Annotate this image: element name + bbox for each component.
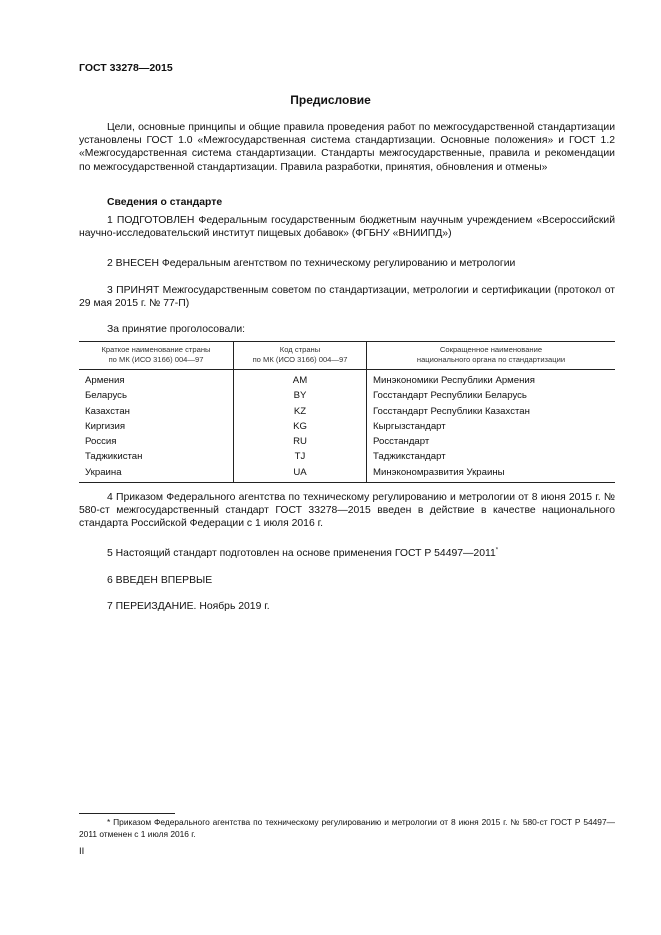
table-row	[79, 370, 615, 389]
voting-countries-table	[79, 341, 615, 483]
column-header-code-line2: по МК (ИСО 3166) 004—97	[252, 355, 348, 364]
table-row	[79, 388, 615, 403]
standards-body: Госстандарт Республики Казахстан	[367, 404, 616, 419]
country-code: AM	[234, 370, 367, 389]
country-name: Беларусь	[85, 390, 127, 402]
document-id-header: ГОСТ 33278—2015	[79, 62, 173, 74]
country-code: KZ	[234, 404, 367, 419]
item-4-paragraph: 4 Приказом Федерального агентства по техническому регулированию и метрологии от 8 июня 2015 г. № 580-ст межгосударственный стандарт ГОСТ 33278—2015 введен в действие в качестве национального стандарта Российской Федерации с 1 июля 2016 г.	[79, 492, 615, 530]
country-name: Украина	[79, 465, 234, 483]
country-code: RU	[234, 434, 367, 449]
intro-paragraph: Цели, основные принципы и общие правила проведения работ по межгосударственной стандартизации установлены ГОСТ 1.0 «Межгосударственная система стандартизации. Основные положения» и ГОСТ 1.2 «Межгосударственная система стандартизации. Стандарты межгосударственные, правила и рекомендации по межгосударственной стандартизации. Правила разработки, принятия, обновления и отмены»	[79, 122, 615, 173]
item-2-paragraph: 2 ВНЕСЕН Федеральным агентством по техническому регулированию и метрологии	[107, 258, 516, 269]
country-name: Армения	[85, 375, 125, 386]
section-subheading: Сведения о стандарте	[107, 197, 223, 208]
country-name: Киргизия	[85, 420, 126, 432]
column-header-body	[367, 342, 616, 370]
item-5-paragraph	[79, 547, 615, 560]
country-name: Казахстан	[85, 405, 130, 417]
voted-label: За принятие проголосовали:	[107, 324, 246, 335]
footnote-text: * Приказом Федерального агентства по техническому регулированию и метрологии от 8 июня 2015 г. № 580-ст ГОСТ Р 54497—2011 отменен с 1 июля 2016 г.	[79, 817, 615, 839]
standards-body: Росстандарт	[367, 434, 616, 449]
table-header-row	[79, 342, 615, 370]
table-row	[79, 449, 615, 464]
country-name: Таджикистан	[85, 451, 143, 463]
page-number: II	[79, 846, 85, 857]
column-header-body-line1: Сокращенное наименование	[439, 345, 543, 354]
country-code: BY	[234, 388, 367, 403]
footnote-separator	[79, 813, 175, 814]
item-7-paragraph: 7 ПЕРЕИЗДАНИЕ. Ноябрь 2019 г.	[107, 601, 270, 612]
page-title: Предисловие	[290, 93, 371, 107]
footnote-marker: *	[495, 547, 499, 554]
standards-body: Минэкономики Республики Армения	[367, 370, 616, 389]
country-code: TJ	[234, 449, 367, 464]
column-header-country	[79, 342, 234, 370]
standards-body: Госстандарт Республики Беларусь	[367, 388, 616, 403]
item-6-paragraph: 6 ВВЕДЕН ВПЕРВЫЕ	[107, 575, 213, 586]
standards-body: Таджикстандарт	[367, 449, 616, 464]
table-row	[79, 465, 615, 483]
column-header-country-line2: по МК (ИСО 3166) 004—97	[108, 355, 204, 364]
item-5-text: 5 Настоящий стандарт подготовлен на основе применения ГОСТ Р 54497—2011	[107, 548, 496, 559]
item-3-paragraph: 3 ПРИНЯТ Межгосударственным советом по стандартизации, метрологии и сертификации (протокол от 29 мая 2015 г. № 77-П)	[79, 285, 615, 310]
table-row	[79, 404, 615, 419]
standards-body: Кыргызстандарт	[367, 419, 616, 434]
country-code: KG	[234, 419, 367, 434]
country-name: Россия	[85, 436, 117, 448]
item-1-paragraph: 1 ПОДГОТОВЛЕН Федеральным государственным бюджетным научным учреждением «Всероссийский научно-исследовательский институт пищевых добавок» (ФГБНУ «ВНИИПД»)	[79, 215, 615, 240]
standards-body: Минэкономразвития Украины	[367, 465, 616, 483]
column-header-country-line1: Краткое наименование страны	[101, 345, 211, 354]
column-header-body-line2: национального органа по стандартизации	[416, 355, 566, 364]
country-code: UA	[234, 465, 367, 483]
table-row	[79, 434, 615, 449]
column-header-code-line1: Код страны	[279, 345, 321, 354]
table-row	[79, 419, 615, 434]
column-header-code	[234, 342, 367, 370]
